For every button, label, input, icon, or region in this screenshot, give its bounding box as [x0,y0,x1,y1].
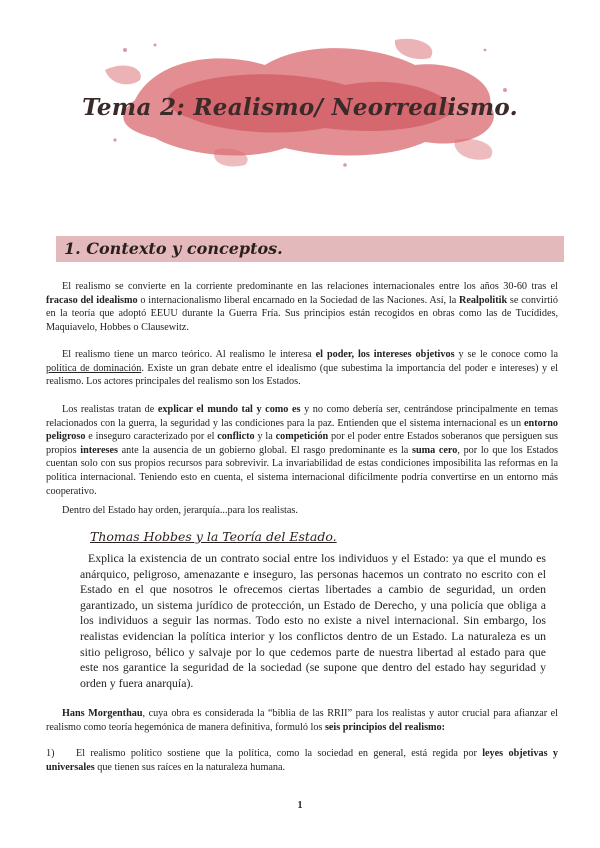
text-run: . Existe un gran debate entre el idealismo (que subestima la importancia del poder e intereses) y el realismo. Los actores principales del realismo son los Estados. [46,362,559,388]
text-run: , por lo que los Estados cuentan solo con sus propios recursos para sobrevivir. La invariabilidad de estas condiciones imposibilita las reformas en la política internacional. Teniendo esto en cuenta, el sistema internacional difícilmente podría convertirse en un entorno más cooperativo. [46,444,559,497]
subheading-hobbes: Thomas Hobbes y la Teoría del Estado. [90,529,337,544]
text-run: por el poder entre Estados soberanos que persiguen sus propios [46,431,558,456]
paragraph-3 [46,403,558,498]
bold-text: conflicto [217,431,255,443]
paragraph-2 [46,348,558,389]
page-number: 1 [297,800,303,811]
bold-text: fracaso del idealismo [46,294,138,306]
text-run: El realismo se convierte en la corriente predominante en las relaciones internacionales entre los años 30-60 tras el [62,281,558,292]
bold-text: leyes objetivas y universales [46,748,558,773]
bold-text: explicar el mundo tal y como es [157,404,301,415]
text-run: que tienen sus raíces en la naturaleza humana. [94,762,286,773]
text-run: se convirtió en la teoría que adoptó EEUU durante la Guerra Fría. Sus principios están recogidos en obras como las de Tucídides, Maquiavelo, Hobbes o Clausewitz. [46,294,558,333]
list-item-text [46,748,558,773]
text-run: e inseguro caracterizado por el [85,431,218,443]
text-run: o internacionalismo liberal encarnado en la Sociedad de las Naciones. Así, la [137,294,460,306]
paragraph-5 [46,707,558,734]
bold-text: Hans Morgenthau [62,708,143,719]
bold-text: suma cero [412,444,458,456]
text-run: y no como debería ser, centrándose principalmente en temas relacionados con la guerra, la seguridad y las condiciones para la paz. Entienden que el sistema internacional es un [46,404,558,429]
text-run: El realismo tiene un marco teórico. Al realismo le interesa [62,349,316,360]
hobbes-quote: Explica la existencia de un contrato social entre los individuos y el Estado: ya que el mundo es anárquico, peligroso, amenazante e inseguro, las personas hacemos un contrato no escrito con el Estado en el que nosotros le ofrecemos ciertas libertades a cambio de seguridad, un orden garantizado, un sistema jurídico de protección, un Estado de Derecho, y una policía que obliga a los individuos a seguir las normas. Todo esto no existe a nivel internacional. Sin embargo, los realistas evidencian la política interior y los conflictos dentro de un Estado. La naturaleza es un sitio peligroso, bélico y salvaje por lo que cedemos parte de nuestra libertad al estado para que este nos garantice la seguridad de la sociedad (se supone que dentro del estado hay seguridad y orden y fuera anarquía). [80,551,546,690]
bold-text: competición [275,431,329,443]
bold-text: el poder, los intereses objetivos [315,349,455,360]
document-title: Tema 2: Realismo/ Neorrealismo. [82,94,518,121]
text-run: y la [254,431,276,443]
text-run: y se le conoce como la [454,349,558,360]
text-run: Los realistas tratan de [62,404,158,415]
section-heading: 1. Contexto y conceptos. [64,239,283,258]
bold-text: Realpolitik [459,294,508,306]
text-run: , cuya obra es considerada la “biblia de las RRII” para los realistas y autor crucial para afianzar el realismo como teoría hegemónica de manera definitiva, formuló los [46,708,558,733]
list-item [46,747,558,775]
list-item-number: 1) [46,748,55,759]
bold-text: entorno peligroso [46,417,558,443]
bold-text: intereses [80,444,118,456]
text-run: ante la ausencia de un gobierno global. El rasgo predominante es la [117,444,412,456]
paragraph-4: Dentro del Estado hay orden, jerarquía...para los realistas. [62,505,298,516]
underlined-text: política de dominación [46,362,142,374]
text-run: El realismo político sostiene que la política, como la sociedad en general, está regida por [76,748,483,759]
bold-text: seis principios del realismo: [324,721,446,733]
paragraph-1 [46,280,558,334]
